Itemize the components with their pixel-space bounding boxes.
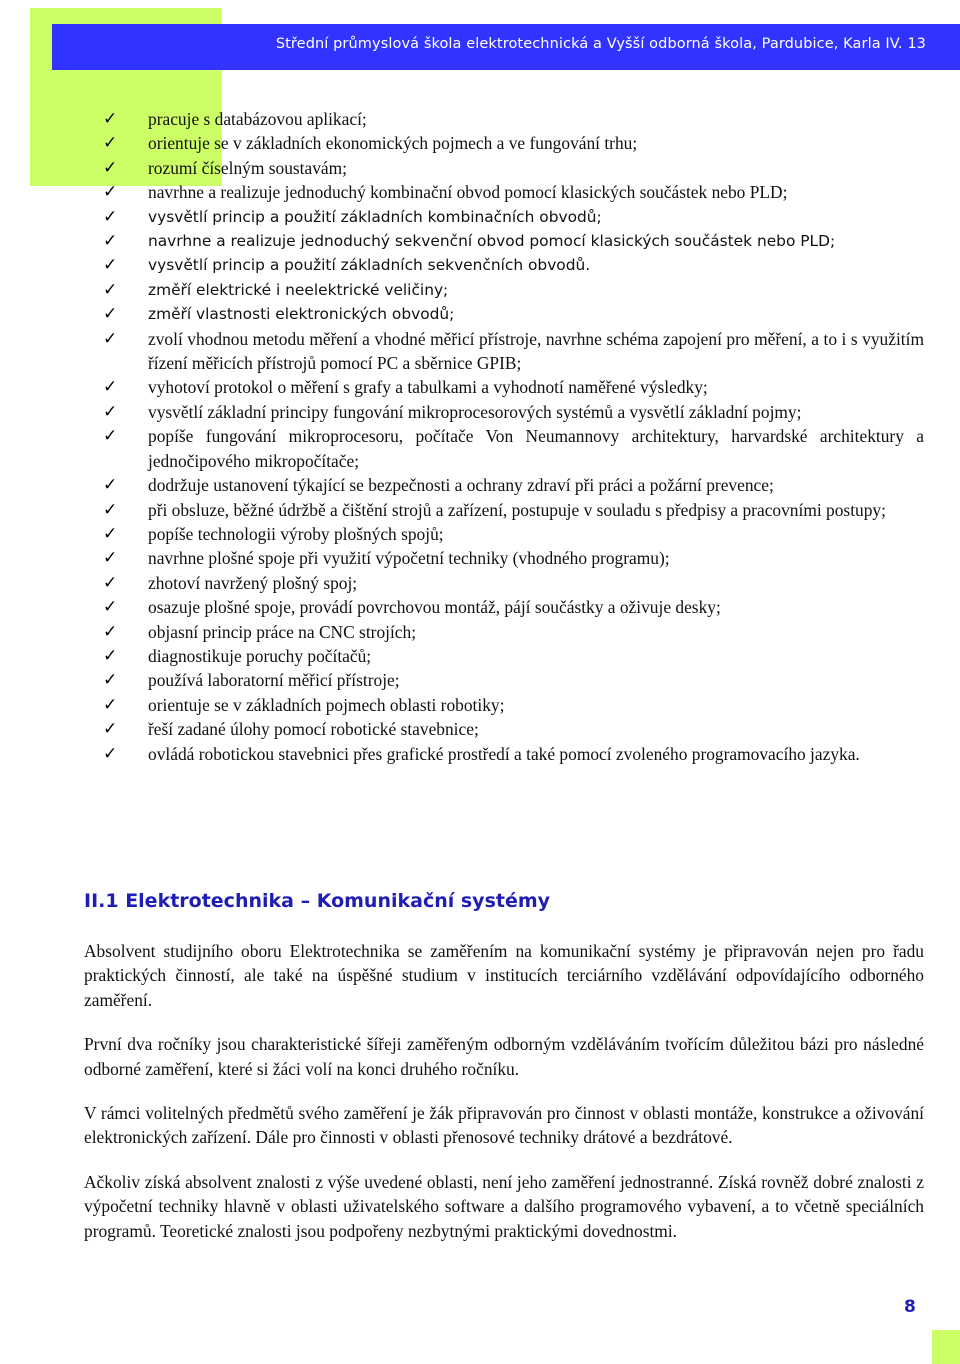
check-icon: ✓ bbox=[103, 572, 118, 593]
check-icon: ✓ bbox=[103, 109, 118, 129]
check-icon: ✓ bbox=[103, 279, 118, 300]
checklist-item: ✓ navrhne a realizuje jednoduchý sekvenční obvod pomocí klasických součástek nebo PLD; bbox=[84, 229, 924, 253]
checklist-item: ✓ zhotoví navržený plošný spoj; bbox=[84, 571, 924, 595]
paragraph: První dva ročníky jsou charakteristické šířeji zaměřeným odborným vzděláváním tvořícím důležitou bázi pro následné odborné zaměření, které si žáci volí na konci druhého ročníku. bbox=[84, 1034, 924, 1079]
check-icon: ✓ bbox=[103, 548, 118, 569]
checklist-item: ✓ řeší zadané úlohy pomocí robotické stavebnice; bbox=[84, 717, 924, 741]
section-title: II.1 Elektrotechnika – Komunikační systémy bbox=[84, 890, 551, 912]
check-icon: ✓ bbox=[103, 694, 118, 715]
checklist-item: ✓ objasní princip práce na CNC strojích; bbox=[84, 620, 924, 644]
check-icon: ✓ bbox=[103, 206, 118, 227]
paragraph: Ačkoliv získá absolvent znalosti z výše uvedené oblasti, není jeho zaměření jednostranné. Získá rovněž dobré znalosti z výpočetní techniky hlavně v oblasti uživatelského software a dalšího programového vybavení, a to včetně speciálních programů. Teoretické znalosti jsou podpořeny nezbytnými praktickými dovednostmi. bbox=[84, 1171, 924, 1241]
checklist-item: ✓ osazuje plošné spoje, provádí povrchovou montáž, pájí součástky a oživuje desky; bbox=[84, 595, 924, 619]
check-icon: ✓ bbox=[103, 645, 118, 666]
checklist-item: ✓ pracuje s databázovou aplikací; bbox=[84, 107, 924, 131]
checklist-item: ✓ používá laboratorní měřicí přístroje; bbox=[84, 668, 924, 692]
header-title: Střední průmyslová škola elektrotechnická a Vyšší odborná škola, Pardubice, Karla IV. 13 bbox=[275, 36, 926, 52]
check-icon: ✓ bbox=[103, 743, 118, 764]
check-icon: ✓ bbox=[103, 304, 118, 325]
footer-green-block bbox=[932, 1330, 960, 1364]
check-icon: ✓ bbox=[103, 719, 118, 740]
checklist-item: ✓ změří elektrické i neelektrické veličiny; bbox=[84, 278, 924, 302]
check-icon: ✓ bbox=[103, 597, 118, 618]
paragraph: Absolvent studijního oboru Elektrotechnika se zaměřením na komunikační systémy je připravován nejen pro řadu praktických činností, ale také na úspěšné studium v institucích terciárního vzdělávání odpovídajícího odborného zaměření. bbox=[84, 941, 924, 1010]
checklist-item: ✓ změří vlastnosti elektronických obvodů; bbox=[84, 302, 924, 326]
check-icon: ✓ bbox=[103, 328, 118, 349]
checklist-item: ✓ diagnostikuje poruchy počítačů; bbox=[84, 644, 924, 668]
check-icon: ✓ bbox=[103, 670, 118, 691]
check-icon: ✓ bbox=[103, 157, 118, 178]
checklist-item: ✓ orientuje se v základních pojmech oblasti robotiky; bbox=[84, 693, 924, 717]
check-icon: ✓ bbox=[103, 621, 118, 642]
body-text bbox=[84, 939, 924, 1263]
check-icon: ✓ bbox=[103, 255, 118, 276]
page-content bbox=[84, 107, 924, 1241]
check-icon: ✓ bbox=[103, 401, 118, 422]
check-icon: ✓ bbox=[103, 231, 118, 252]
checklist-item: ✓ navrhne plošné spoje při využití výpočetní techniky (vhodného programu); bbox=[84, 546, 924, 570]
check-icon: ✓ bbox=[103, 377, 118, 398]
page-number: 8 bbox=[904, 1297, 916, 1317]
checklist-item: ✓ dodržuje ustanovení týkající se bezpečnosti a ochrany zdraví při práci a požární prevence; bbox=[84, 473, 924, 497]
checklist-item: ✓ orientuje se v základních ekonomických pojmech a ve fungování trhu; bbox=[84, 131, 924, 155]
check-icon: ✓ bbox=[103, 426, 118, 447]
checklist-item: ✓ zvolí vhodnou metodu měření a vhodné měřicí přístroje, navrhne schéma zapojení pro měření, a to i s využitím řízení měřicích přístrojů pomocí PC a sběrnice GPIB; bbox=[103, 328, 924, 374]
paragraph: V rámci volitelných předmětů svého zaměření je žák připravován pro činnost v oblasti montáže, konstrukce a oživování elektronických zařízení. Dále pro činnosti v oblasti přenosové techniky drátové a bezdrátové. bbox=[84, 1103, 924, 1148]
check-icon: ✓ bbox=[103, 133, 118, 154]
checklist-item: ✓ ovládá robotickou stavebnici přes grafické prostředí a také pomocí zvoleného programovacího jazyka. bbox=[84, 742, 924, 766]
checklist-item: ✓ rozumí číselným soustavám; bbox=[84, 156, 924, 180]
header-bar bbox=[52, 24, 960, 70]
check-icon: ✓ bbox=[103, 475, 118, 496]
checklist-item: ✓ vyhotoví protokol o měření s grafy a tabulkami a vyhodnotí naměřené výsledky; bbox=[84, 375, 924, 399]
checklist-item: ✓ popíše technologii výroby plošných spojů; bbox=[84, 522, 924, 546]
checklist-item: ✓ navrhne a realizuje jednoduchý kombinační obvod pomocí klasických součástek nebo PLD; bbox=[84, 180, 924, 204]
checklist-item: ✓ při obsluze, běžné údržbě a čištění strojů a zařízení, postupuje v souladu s předpisy a pracovními postupy; bbox=[84, 498, 924, 522]
check-icon: ✓ bbox=[103, 182, 118, 203]
check-icon: ✓ bbox=[103, 523, 118, 544]
checklist-item: ✓ vysvětlí princip a použití základních sekvenčních obvodů. bbox=[84, 253, 924, 277]
checklist-item: ✓ popíše fungování mikroprocesoru, počítače Von Neumannovy architektury, harvardské architektury a jednočipového mikropočítače; bbox=[103, 426, 924, 471]
checklist bbox=[84, 107, 924, 766]
checklist-item: ✓ vysvětlí základní principy fungování mikroprocesorových systémů a vysvětlí základní pojmy; bbox=[84, 400, 924, 424]
check-icon: ✓ bbox=[103, 499, 118, 520]
checklist-item: ✓ vysvětlí princip a použití základních kombinačních obvodů; bbox=[84, 205, 924, 229]
